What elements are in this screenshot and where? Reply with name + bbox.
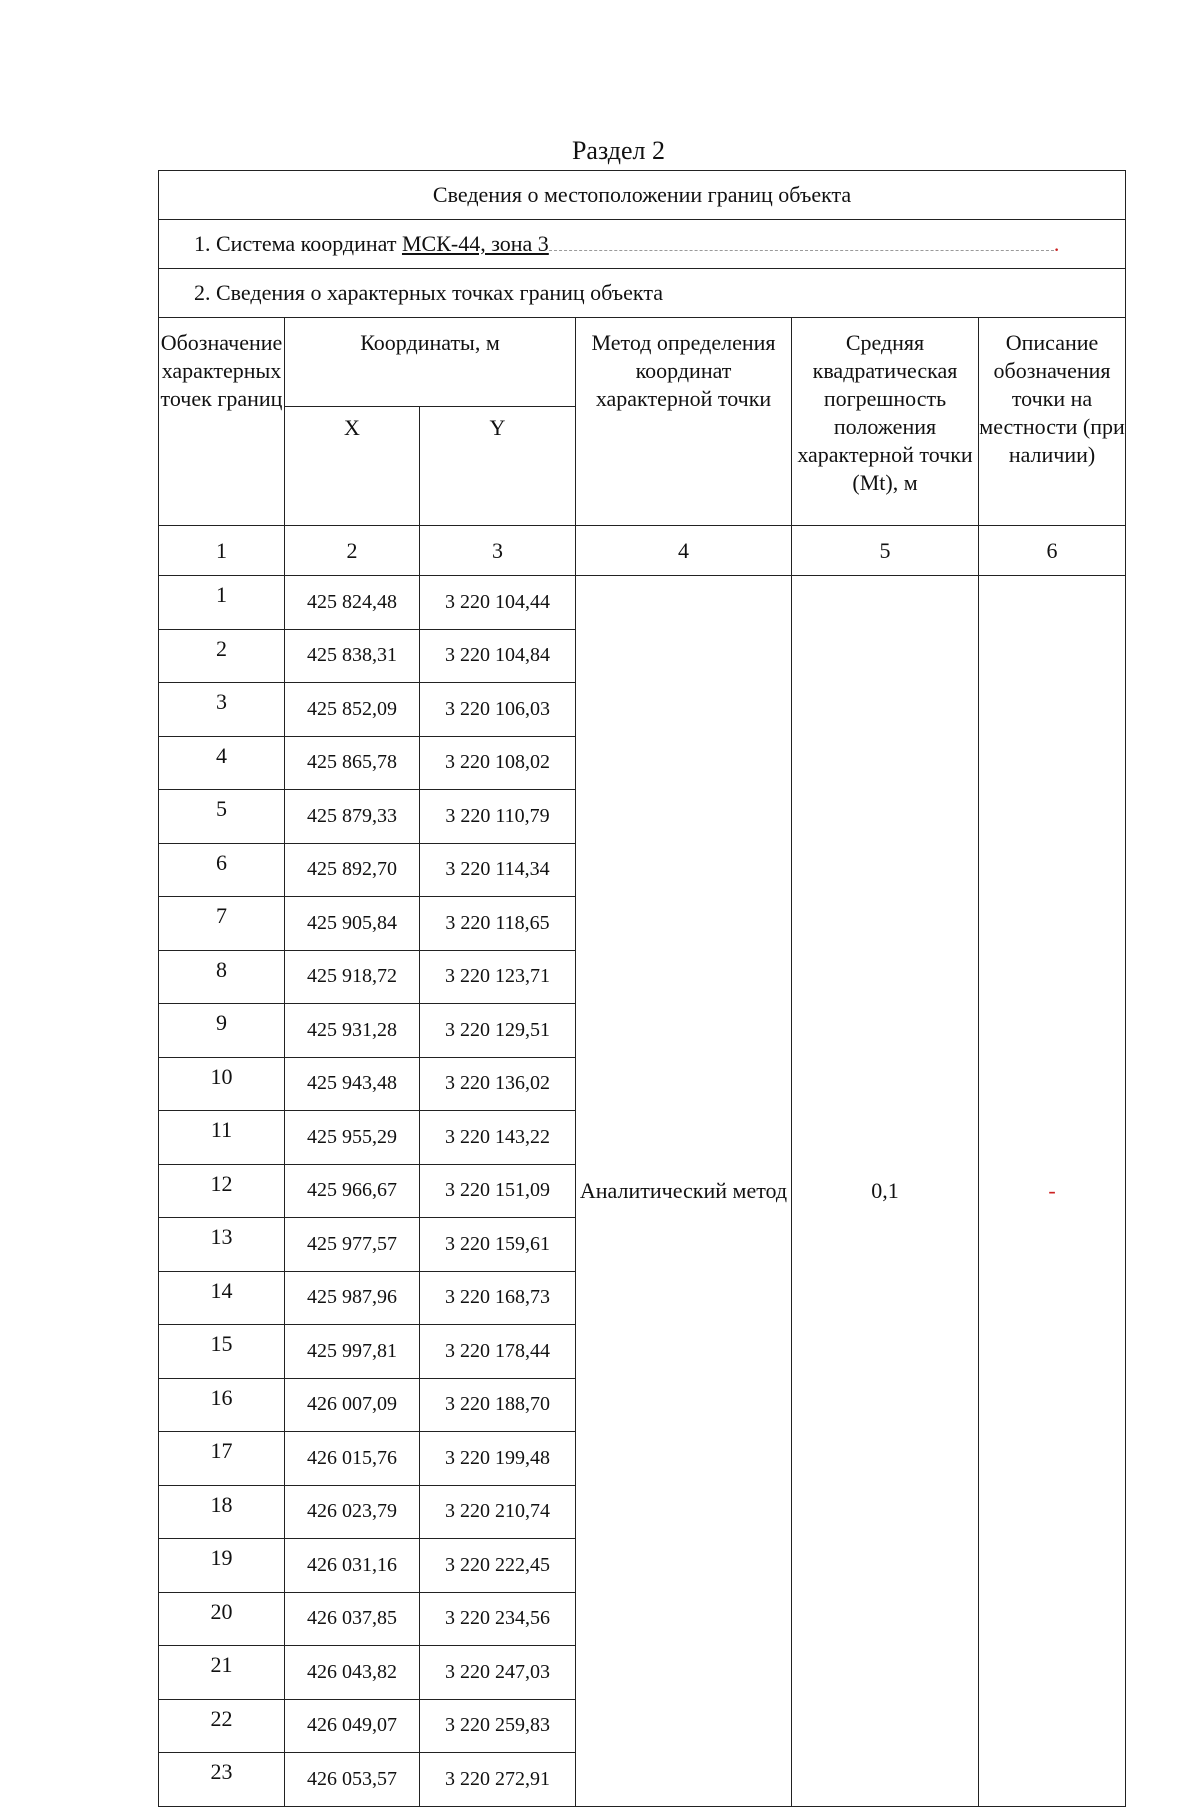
point-y: 3 220 129,51 <box>420 1004 576 1058</box>
point-number: 9 <box>159 1004 285 1058</box>
point-number: 14 <box>159 1271 285 1325</box>
column-number: 2 <box>285 526 420 576</box>
point-number: 21 <box>159 1646 285 1700</box>
point-x: 425 852,09 <box>285 683 420 737</box>
point-number: 12 <box>159 1164 285 1218</box>
point-x: 425 879,33 <box>285 790 420 844</box>
coordinate-system-blank-line <box>549 234 1054 251</box>
point-x: 425 955,29 <box>285 1111 420 1165</box>
point-x: 425 987,96 <box>285 1271 420 1325</box>
point-number: 1 <box>159 576 285 630</box>
point-number: 2 <box>159 629 285 683</box>
point-number: 15 <box>159 1325 285 1379</box>
point-y: 3 220 114,34 <box>420 843 576 897</box>
table-heading-row <box>159 171 1126 220</box>
point-number: 5 <box>159 790 285 844</box>
point-x: 426 023,79 <box>285 1485 420 1539</box>
col-header-accuracy: Средняя квадратическая погрешность положения характерной точки (Mt), м <box>792 318 979 526</box>
point-number: 22 <box>159 1699 285 1753</box>
point-y: 3 220 123,71 <box>420 950 576 1004</box>
point-x: 425 824,48 <box>285 576 420 630</box>
point-number: 4 <box>159 736 285 790</box>
point-y: 3 220 259,83 <box>420 1699 576 1753</box>
col-header-description: Описание обозначения точки на местности (при наличии) <box>979 318 1126 526</box>
point-number: 6 <box>159 843 285 897</box>
point-y: 3 220 234,56 <box>420 1592 576 1646</box>
point-number: 3 <box>159 683 285 737</box>
coordinate-system <box>159 220 1126 269</box>
col-header-y: Y <box>420 407 576 526</box>
point-x: 425 943,48 <box>285 1057 420 1111</box>
point-number: 20 <box>159 1592 285 1646</box>
point-y: 3 220 118,65 <box>420 897 576 951</box>
table-heading: Сведения о местоположении границ объекта <box>159 171 1126 220</box>
points-heading-row <box>159 269 1126 318</box>
description-value: - <box>979 576 1126 1807</box>
table-row <box>159 576 1126 630</box>
column-number-row <box>159 526 1126 576</box>
point-y: 3 220 168,73 <box>420 1271 576 1325</box>
col-header-x: X <box>285 407 420 526</box>
point-y: 3 220 178,44 <box>420 1325 576 1379</box>
method-value: Аналитический метод <box>576 576 792 1807</box>
col-header-designation: Обозначение характерных точек границ <box>159 318 285 526</box>
point-number: 10 <box>159 1057 285 1111</box>
point-x: 426 049,07 <box>285 1699 420 1753</box>
coordinate-system-row <box>159 220 1126 269</box>
column-number: 4 <box>576 526 792 576</box>
column-number: 1 <box>159 526 285 576</box>
column-number: 6 <box>979 526 1126 576</box>
boundary-points-table <box>158 170 1126 1807</box>
point-number: 23 <box>159 1753 285 1807</box>
point-y: 3 220 136,02 <box>420 1057 576 1111</box>
point-x: 426 043,82 <box>285 1646 420 1700</box>
point-y: 3 220 222,45 <box>420 1539 576 1593</box>
point-x: 426 031,16 <box>285 1539 420 1593</box>
point-number: 13 <box>159 1218 285 1272</box>
coordinate-system-end-mark: . <box>1053 231 1060 256</box>
point-number: 17 <box>159 1432 285 1486</box>
col-header-method: Метод определения координат характерной точки <box>576 318 792 526</box>
point-y: 3 220 247,03 <box>420 1646 576 1700</box>
point-y: 3 220 188,70 <box>420 1378 576 1432</box>
point-number: 18 <box>159 1485 285 1539</box>
point-y: 3 220 104,84 <box>420 629 576 683</box>
column-number: 3 <box>420 526 576 576</box>
point-x: 425 838,31 <box>285 629 420 683</box>
point-x: 426 015,76 <box>285 1432 420 1486</box>
point-x: 426 037,85 <box>285 1592 420 1646</box>
point-y: 3 220 110,79 <box>420 790 576 844</box>
col-header-coordinates: Координаты, м <box>285 318 576 407</box>
point-y: 3 220 106,03 <box>420 683 576 737</box>
point-number: 8 <box>159 950 285 1004</box>
point-x: 426 053,57 <box>285 1753 420 1807</box>
point-number: 19 <box>159 1539 285 1593</box>
point-number: 11 <box>159 1111 285 1165</box>
point-x: 425 918,72 <box>285 950 420 1004</box>
column-header-row <box>159 318 1126 407</box>
points-heading: 2. Сведения о характерных точках границ объекта <box>159 269 1126 318</box>
point-x: 425 865,78 <box>285 736 420 790</box>
point-y: 3 220 159,61 <box>420 1218 576 1272</box>
point-y: 3 220 199,48 <box>420 1432 576 1486</box>
point-x: 425 892,70 <box>285 843 420 897</box>
point-y: 3 220 104,44 <box>420 576 576 630</box>
coordinate-system-value: МСК-44, зона 3 <box>401 231 549 256</box>
point-y: 3 220 272,91 <box>420 1753 576 1807</box>
point-x: 425 931,28 <box>285 1004 420 1058</box>
point-number: 16 <box>159 1378 285 1432</box>
accuracy-value: 0,1 <box>792 576 979 1807</box>
section-title: Раздел 2 <box>571 136 666 165</box>
point-y: 3 220 108,02 <box>420 736 576 790</box>
point-x: 425 997,81 <box>285 1325 420 1379</box>
column-number: 5 <box>792 526 979 576</box>
point-number: 7 <box>159 897 285 951</box>
point-x: 426 007,09 <box>285 1378 420 1432</box>
point-y: 3 220 143,22 <box>420 1111 576 1165</box>
point-x: 425 966,67 <box>285 1164 420 1218</box>
point-y: 3 220 210,74 <box>420 1485 576 1539</box>
point-y: 3 220 151,09 <box>420 1164 576 1218</box>
point-x: 425 905,84 <box>285 897 420 951</box>
coordinate-system-prefix: 1. Система координат <box>194 231 402 256</box>
point-x: 425 977,57 <box>285 1218 420 1272</box>
